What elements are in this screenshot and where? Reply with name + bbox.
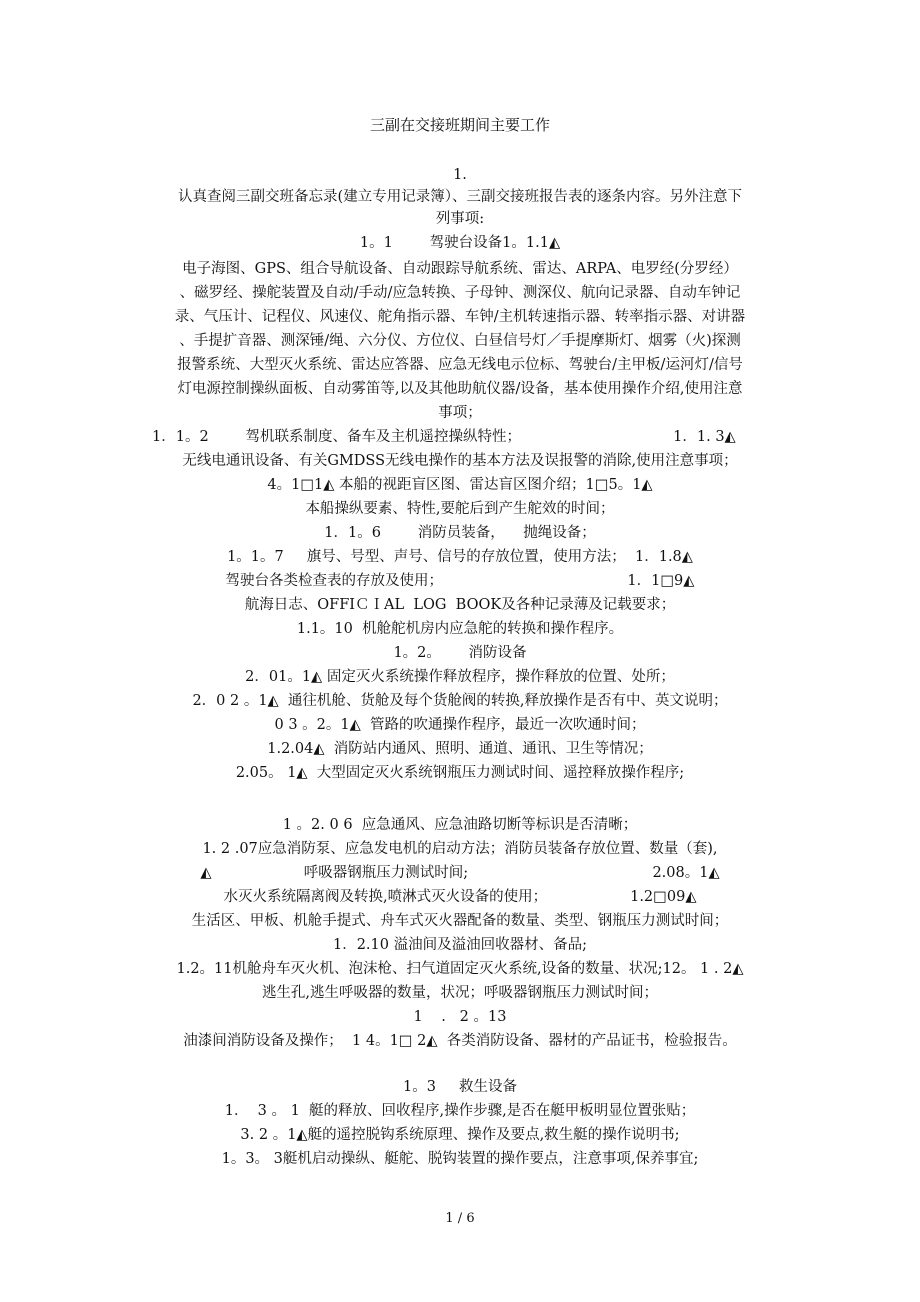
text-line: 录、气压计、记程仪、风速仪、舵角指示器、车钟/主机转速指示器、转率指示器、对讲器 [174, 309, 746, 325]
text-line: 水灭火系统隔离阀及转换,喷淋式灭火设备的使用； 1.2□09◭ [223, 889, 697, 905]
text-line: 油漆间消防设备及操作； 1 4。1□ 2◭ 各类消防设备、器材的产品证书，检验报告。 [183, 1033, 737, 1049]
text-line: ◭ 呼吸器钢瓶压力测试时间; 2.08。1◭ [200, 865, 720, 881]
text-line: 4。1□1◭ 本船的视距盲区图、雷达盲区图介绍；1□5。1◭ [267, 477, 653, 493]
text-line: 2．01。1◭ 固定灭火系统操作释放程序，操作释放的位置、处所； [245, 669, 675, 685]
text-line: 认真查阅三副交班备忘录(建立专用记录簿）、三副交接班报告表的逐条内容。另外注意下 [178, 189, 742, 205]
text-line: 1．1。6 消防员装备， 抛绳设备； [324, 525, 596, 541]
text-line: 列事项: [435, 211, 485, 227]
text-line: 1.2。11机舱舟车灭火机、泡沫枪、扫气道固定灭火系统,设备的数量、状况;12。 1 . 2◭ [176, 961, 744, 977]
text-line: 本船操纵要素、特性,要舵后到产生舵效的时间； [305, 501, 615, 517]
section-heading: 1。2。 消防设备 [393, 645, 527, 661]
text-line: 1。1。7 旗号、号型、声号、信号的存放位置，使用方法； 1．1.8◭ [227, 549, 693, 565]
text-line: 0 3 。2。1◭ 管路的吹通操作程序，最近一次吹通时间； [274, 717, 646, 733]
page-number: 1 / 6 [445, 1211, 475, 1226]
text-line: 1 . 2 。13 [413, 1009, 507, 1025]
text-line: 驾驶台各类检查表的存放及使用； 1．1□9◭ [225, 573, 695, 589]
text-line: 1.1。10 机舱舵机房内应急舵的转换和操作程序。 [296, 621, 624, 637]
section-heading: 1。1 驾驶台设备1。1.1◭ [359, 235, 561, 251]
text-line: 报警系统、大型灭火系统、雷达应答器、应急无线电示位标、驾驶台/主甲板/运河灯/信号 [177, 357, 743, 373]
text-line: 1。3。 3艇机启动操纵、艇舵、脱钩装置的操作要点，注意事项,保养事宜; [221, 1151, 699, 1167]
text-line: 事项； [438, 405, 482, 421]
text-line: 1.2.04◭ 消防站内通风、照明、通道、通讯、卫生等情况； [267, 741, 653, 757]
text-line: 灯电源控制操纵面板、自动雾笛等,以及其他助航仪器/设备，基本使用操作介绍,使用注意 [177, 381, 743, 397]
text-line: 1. [453, 167, 467, 183]
text-line: 2.05。 1◭ 大型固定灭火系统钢瓶压力测试时间、遥控释放操作程序; [235, 765, 685, 781]
text-line: 、手提扩音器、测深锤/绳、六分仪、方位仪、白昼信号灯／手提摩斯灯、烟雾（火)探测 [179, 333, 741, 349]
text-line: 2．0 2 。1◭ 通往机舱、货舱及每个货舱阀的转换,释放操作是否有中、英文说明； [192, 693, 728, 709]
text-line: 无线电通讯设备、有关GMDSS无线电操作的基本方法及误报警的消除,使用注意事项； [182, 453, 738, 469]
text-line: 1．2.10 溢油间及溢油回收器材、备品; [332, 937, 587, 953]
text-line: 、磁罗经、操舵装置及自动/手动/应急转换、子母钟、测深仪、航向记录器、自动车钟记 [179, 285, 741, 301]
document-title: 三副在交接班期间主要工作 [369, 116, 550, 134]
section-heading: 1。3 救生设备 [403, 1079, 517, 1095]
text-line: 航海日志、OFFIＣＩAL LOG BOOK及各种记录薄及记载要求； [244, 597, 676, 613]
text-line: 1． 3 。 1 艇的释放、回收程序,操作步骤,是否在艇甲板明显位置张贴； [224, 1103, 696, 1119]
text-line: 1．1。2 驾机联系制度、备车及主机遥控操纵特性； 1．1. 3◭ [152, 429, 736, 445]
text-line: 生活区、甲板、机舱手提式、舟车式灭火器配备的数量、类型、钢瓶压力测试时间； [191, 913, 729, 929]
text-line: 逃生孔,逃生呼吸器的数量，状况；呼吸器钢瓶压力测试时间； [261, 985, 659, 1001]
text-line: 1. 2 .07应急消防泵、应急发电机的启动方法；消防员装备存放位置、数量（套), [202, 841, 718, 857]
text-line: 3. 2 。1◭艇的遥控脱钩系统原理、操作及要点,救生艇的操作说明书; [240, 1127, 680, 1143]
text-line: 1 。2. 0 6 应急通风、应急油路切断等标识是否清晰； [282, 817, 638, 833]
text-line: 电子海图、GPS、组合导航设备、自动跟踪导航系统、雷达、ARPA、电罗经(分罗经） [182, 261, 738, 277]
